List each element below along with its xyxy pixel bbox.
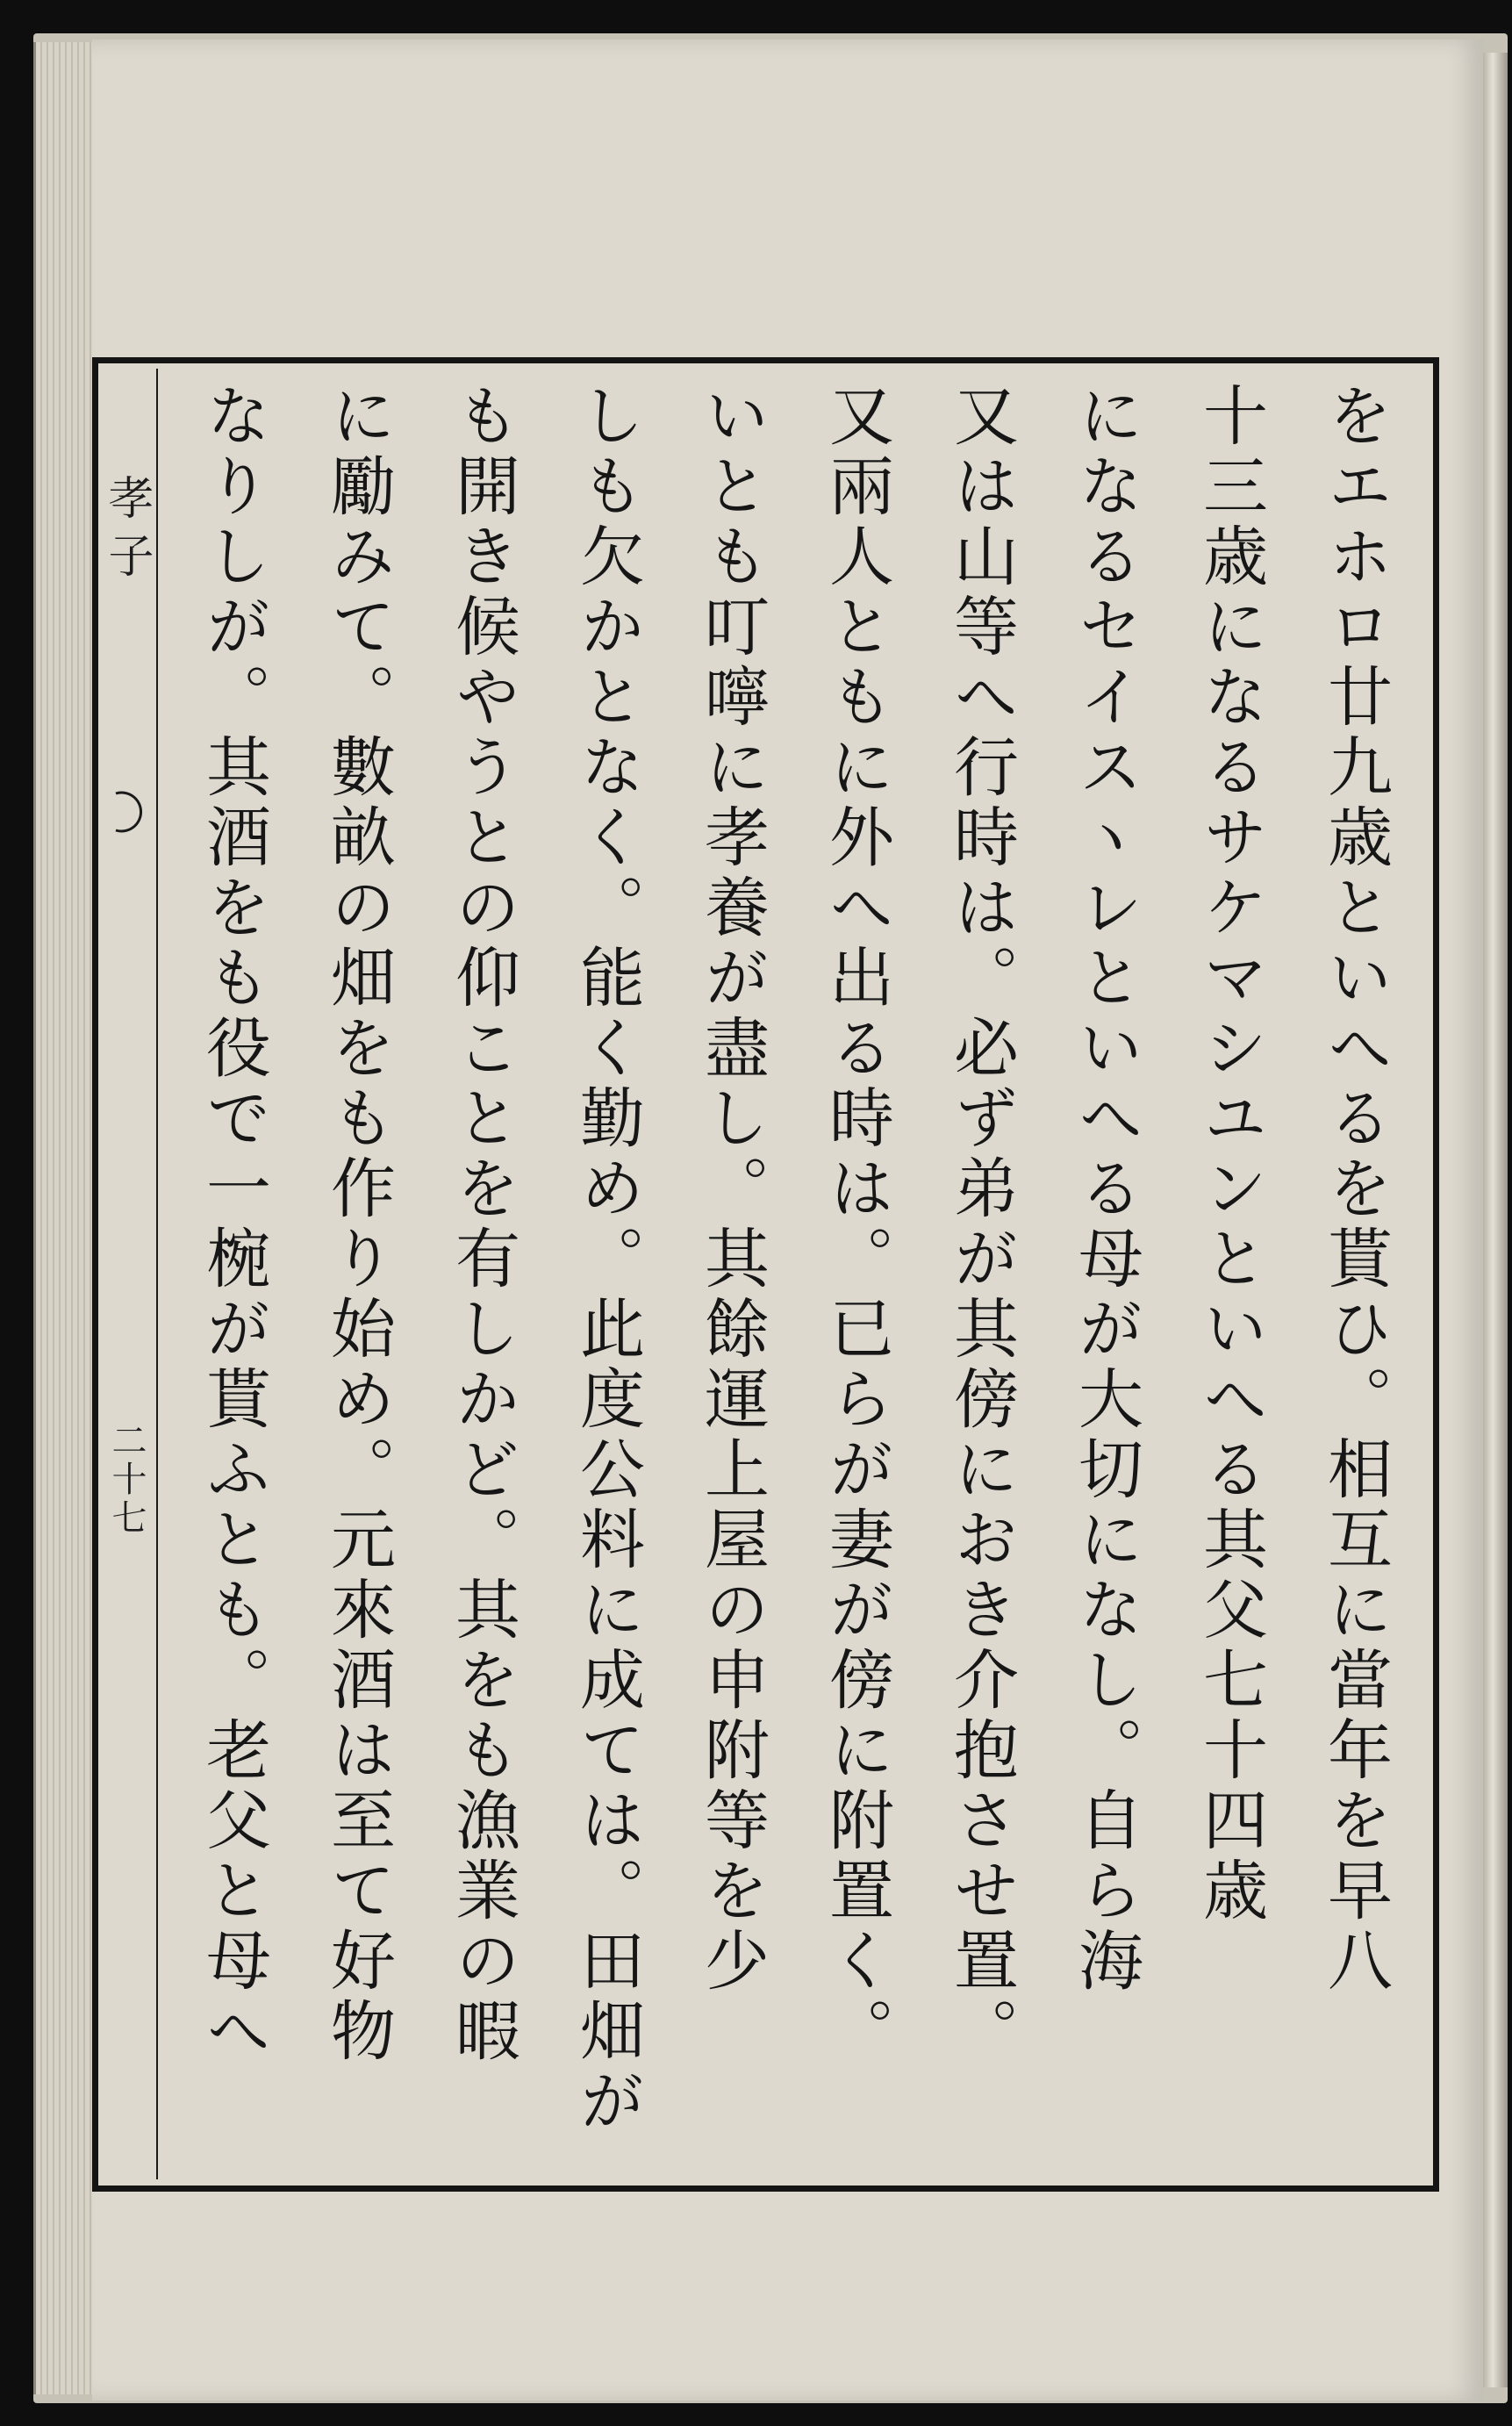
text-column: をエホロ廿九歳といへるを貰ひ。相互に當年を早八 — [1317, 382, 1393, 1997]
hashira-margin — [98, 369, 154, 2179]
text-column: 又は山等へ行時は。必ず弟が其傍におき介抱させ置。 — [943, 382, 1019, 2067]
text-column: に勵みて。數畝の畑をも作り始め。元來酒は至て好物 — [320, 382, 396, 2067]
text-column: しも欠かとなく。能く勤め。此度公料に成ては。田畑が — [570, 382, 645, 2137]
text-column: いとも叮嚀に孝養が盡し。其餘運上屋の申附等を少 — [694, 382, 770, 1997]
hashira-title: 孝子 — [100, 474, 153, 590]
text-body — [171, 382, 1417, 2164]
text-column: になるセイスヽレといへる母が大切になし。自ら海 — [1068, 382, 1143, 1997]
text-column: 十三歳になるサケマシユンといへる其父七十四歳 — [1193, 382, 1268, 1927]
page-edges — [33, 42, 97, 2394]
text-column: も開き候やうとの仰ことを有しかど。其をも漁業の暇 — [445, 382, 520, 2067]
text-column: なりしが。其酒をも役で一椀が貰ふとも。老父と母へ — [196, 382, 271, 2067]
gyobi-mark-icon — [105, 790, 149, 834]
page-number: 二十七 — [106, 1422, 147, 1538]
facing-page-edge — [1483, 53, 1508, 2387]
text-column: 又兩人ともに外へ出る時は。已らが妻が傍に附置く。 — [819, 382, 894, 2067]
